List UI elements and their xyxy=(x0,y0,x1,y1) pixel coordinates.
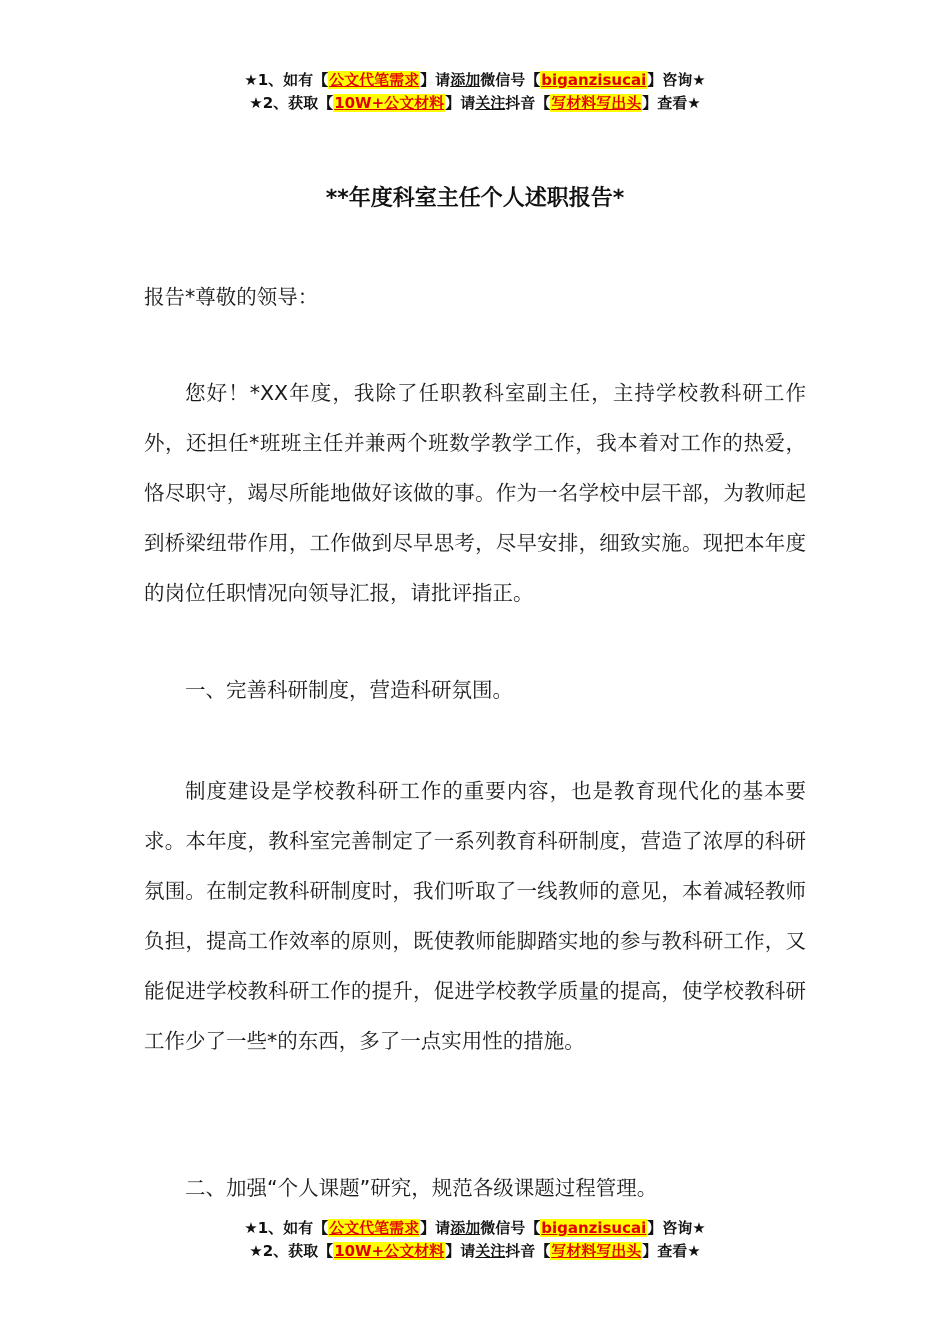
paragraph-text: 制度建设是学校教科研工作的重要内容，也是教育现代化的基本要求。本年度，教科室完善制定了一系列教育科研制度，营造了浓厚的科研氛围。在制定教科研制度时，我们听取了一线教师的意见，本着减轻教师负担，提高工作效率的原则，既使教师能脚踏实地的参与教科研工作，又能促进学校教科研工作的提升，促进学校教学质量的提高，使学校教科研工作少了一些*的东西，多了一点实用性的措施。 xyxy=(144,779,806,1053)
section-heading-1 xyxy=(144,665,806,715)
highlight-wechat-id: biganzisucai xyxy=(541,71,647,89)
banner-text: 】查看★ xyxy=(642,94,701,112)
banner-text: ★2、获取【 xyxy=(249,1242,334,1260)
banner-line-2 xyxy=(0,92,950,115)
paragraph-intro xyxy=(144,368,806,618)
highlight-service: 公文代笔需求 xyxy=(329,71,420,89)
salutation-text: 报告*尊敬的领导： xyxy=(144,285,319,309)
banner-text: 微信号【 xyxy=(480,71,541,89)
banner-text: 】请 xyxy=(445,94,476,112)
banner-text: 】请 xyxy=(420,71,451,89)
highlight-douyin: 写材料写出头 xyxy=(551,94,642,112)
paragraph-text: 您好！*XX年度，我除了任职教科室副主任，主持学校教科研工作外，还担任*班班主任并兼两个班数学教学工作，我本着对工作的热爱，恪尽职守，竭尽所能地做好该做的事。作为一名学校中层干部，为教师起到桥梁纽带作用，工作做到尽早思考，尽早安排，细致实施。现把本年度的岗位任职情况向领导汇报，请批评指正。 xyxy=(144,381,806,605)
heading-text: 二、加强“个人课题”研究，规范各级课题过程管理。 xyxy=(185,1176,658,1200)
banner-line-1 xyxy=(0,69,950,92)
highlight-materials: 10W+公文材料 xyxy=(334,94,445,112)
banner-text: 微信号【 xyxy=(480,1219,541,1237)
banner-text: 关注 xyxy=(475,94,506,112)
section-heading-2 xyxy=(144,1163,806,1213)
banner-text: 抖音【 xyxy=(505,94,551,112)
banner-text: 】咨询★ xyxy=(647,71,706,89)
banner-text: 关注 xyxy=(475,1242,506,1260)
banner-text: 】咨询★ xyxy=(647,1219,706,1237)
document-title: **年度科室主任个人述职报告* xyxy=(325,186,625,211)
banner-text: 】查看★ xyxy=(642,1242,701,1260)
highlight-service: 公文代笔需求 xyxy=(329,1219,420,1237)
heading-text: 一、完善科研制度，营造科研氛围。 xyxy=(185,678,513,702)
banner-text: ★1、如有【 xyxy=(244,1219,329,1237)
banner-line-2 xyxy=(0,1240,950,1263)
highlight-materials: 10W+公文材料 xyxy=(334,1242,445,1260)
banner-line-1 xyxy=(0,1217,950,1240)
banner-text: 抖音【 xyxy=(505,1242,551,1260)
banner-text: 添加 xyxy=(450,71,481,89)
header-banner xyxy=(0,69,950,115)
banner-text: ★1、如有【 xyxy=(244,71,329,89)
banner-text: ★2、获取【 xyxy=(249,94,334,112)
banner-text: 添加 xyxy=(450,1219,481,1237)
highlight-douyin: 写材料写出头 xyxy=(551,1242,642,1260)
footer-banner xyxy=(0,1217,950,1263)
banner-text: 】请 xyxy=(445,1242,476,1260)
paragraph-system xyxy=(144,766,806,1066)
salutation xyxy=(144,272,806,322)
highlight-wechat-id: biganzisucai xyxy=(541,1219,647,1237)
banner-text: 】请 xyxy=(420,1219,451,1237)
